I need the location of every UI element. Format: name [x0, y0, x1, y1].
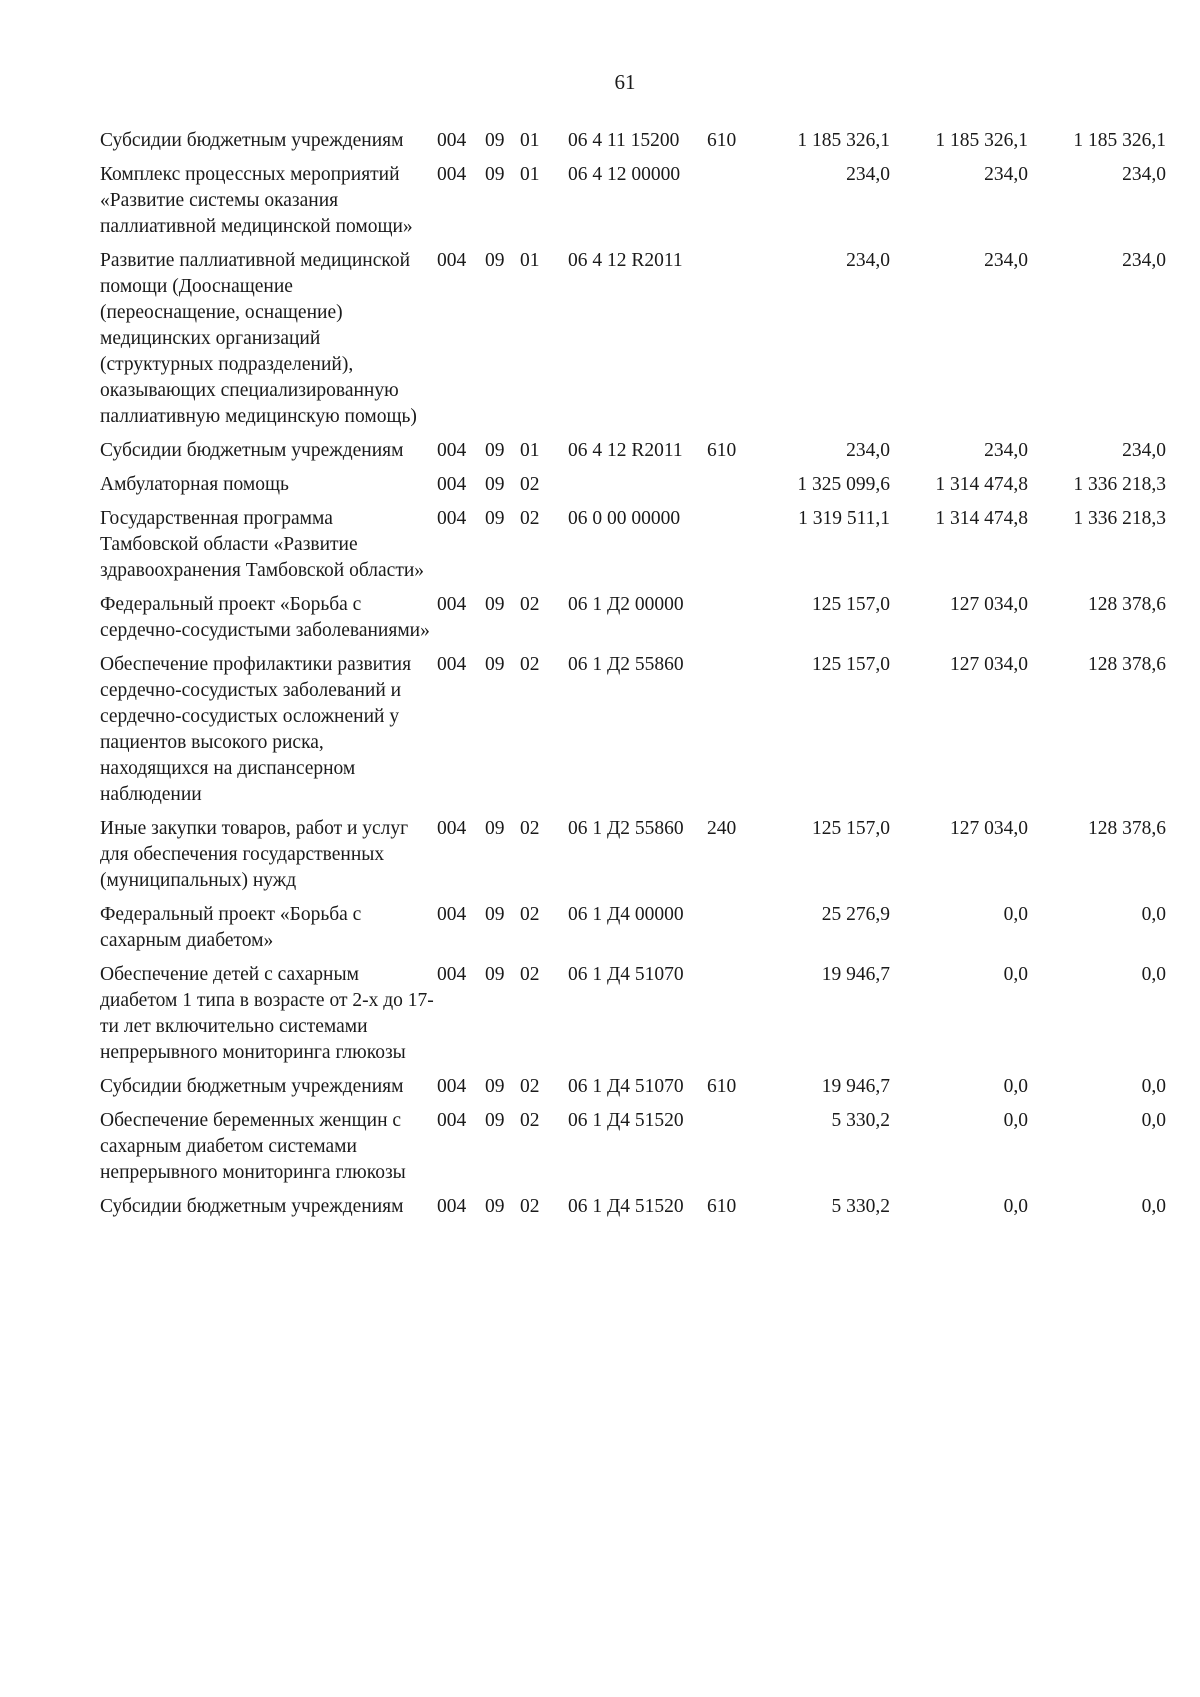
row-gov-code: 004 — [437, 654, 467, 675]
row-amount-year-2: 0,0 — [1003, 964, 1028, 985]
row-amount-year-1: 1 325 099,6 — [797, 474, 890, 495]
row-name: Федеральный проект «Борьба с сахарным диабетом» — [100, 904, 362, 951]
row-subsection-code: 02 — [520, 594, 540, 615]
row-amount-year-3: 1 336 218,3 — [1073, 474, 1166, 495]
table-row — [100, 248, 1166, 438]
table-row — [100, 506, 1166, 592]
row-amount-year-2: 0,0 — [1003, 1196, 1028, 1217]
row-amount-year-1: 5 330,2 — [831, 1110, 890, 1131]
row-target-article-code: 06 1 Д4 51070 — [568, 1076, 684, 1097]
row-amount-year-1: 234,0 — [846, 164, 890, 185]
row-name: Федеральный проект «Борьба с сердечно-сосудистыми заболеваниями» — [100, 594, 430, 641]
row-section-code: 09 — [485, 818, 505, 839]
row-amount-year-1: 125 157,0 — [812, 818, 890, 839]
row-expense-type-code — [705, 506, 745, 592]
row-gov-code: 004 — [437, 440, 467, 461]
row-amount-year-1: 5 330,2 — [831, 1196, 890, 1217]
table-row — [100, 438, 1166, 472]
table-row — [100, 652, 1166, 816]
row-amount-year-2: 234,0 — [984, 250, 1028, 271]
row-amount-year-2: 0,0 — [1003, 1076, 1028, 1097]
row-target-article-code: 06 4 12 R2011 — [568, 250, 683, 271]
row-section-code: 09 — [485, 1110, 505, 1131]
row-subsection-code: 01 — [520, 440, 540, 461]
table-row — [100, 962, 1166, 1074]
row-section-code: 09 — [485, 1076, 505, 1097]
row-section-code: 09 — [485, 164, 505, 185]
row-expense-type-code — [705, 962, 745, 1074]
page-number: 61 — [614, 70, 636, 94]
row-subsection-code: 02 — [520, 818, 540, 839]
row-expense-type-code — [705, 652, 745, 816]
row-amount-year-2: 1 314 474,8 — [935, 474, 1028, 495]
row-target-article-code: 06 1 Д2 55860 — [568, 654, 684, 675]
row-gov-code: 004 — [437, 474, 467, 495]
row-name: Амбулаторная помощь — [100, 474, 289, 495]
row-gov-code: 004 — [437, 130, 467, 151]
row-amount-year-1: 25 276,9 — [821, 904, 890, 925]
row-expense-type-code — [705, 902, 745, 962]
row-name: Обеспечение детей с сахарным диабетом 1 типа в возрасте от 2-х до 17-ти лет включительно системами непрерывного мониторинга глюкозы — [100, 964, 434, 1063]
row-section-code: 09 — [485, 250, 505, 271]
row-expense-type-code — [705, 472, 745, 506]
row-amount-year-2: 234,0 — [984, 440, 1028, 461]
row-target-article-code: 06 1 Д2 55860 — [568, 818, 684, 839]
row-name: Обеспечение беременных женщин с сахарным диабетом системами непрерывного мониторинга глюкозы — [100, 1110, 406, 1183]
row-amount-year-3: 0,0 — [1141, 1076, 1166, 1097]
row-name: Субсидии бюджетным учреждениям — [100, 130, 404, 151]
row-amount-year-1: 1 319 511,1 — [798, 508, 890, 529]
row-target-article-code: 06 1 Д4 00000 — [568, 904, 684, 925]
row-amount-year-3: 0,0 — [1141, 1196, 1166, 1217]
row-subsection-code: 02 — [520, 964, 540, 985]
row-amount-year-2: 234,0 — [984, 164, 1028, 185]
row-target-article-code: 06 0 00 00000 — [568, 508, 681, 529]
row-name: Государственная программа Тамбовской области «Развитие здравоохранения Тамбовской области» — [100, 508, 425, 581]
row-amount-year-1: 1 185 326,1 — [797, 130, 890, 151]
table-row — [100, 128, 1166, 162]
row-amount-year-3: 1 336 218,3 — [1073, 508, 1166, 529]
table-row — [100, 1108, 1166, 1194]
row-section-code: 09 — [485, 474, 505, 495]
row-subsection-code: 02 — [520, 474, 540, 495]
row-name: Субсидии бюджетным учреждениям — [100, 1076, 404, 1097]
row-amount-year-1: 19 946,7 — [821, 964, 890, 985]
row-target-article-code: 06 4 11 15200 — [568, 130, 680, 151]
row-amount-year-3: 234,0 — [1122, 440, 1166, 461]
row-section-code: 09 — [485, 904, 505, 925]
row-subsection-code: 02 — [520, 1076, 540, 1097]
row-target-article-code: 06 4 12 00000 — [568, 164, 681, 185]
row-expense-type-code: 610 — [707, 440, 737, 461]
row-target-article-code: 06 1 Д4 51520 — [568, 1196, 684, 1217]
row-subsection-code: 01 — [520, 250, 540, 271]
row-subsection-code: 02 — [520, 508, 540, 529]
row-expense-type-code — [705, 162, 745, 248]
row-name: Субсидии бюджетным учреждениям — [100, 440, 404, 461]
row-expense-type-code: 240 — [707, 818, 737, 839]
row-amount-year-3: 128 378,6 — [1088, 654, 1166, 675]
row-amount-year-3: 0,0 — [1141, 1110, 1166, 1131]
row-amount-year-3: 128 378,6 — [1088, 818, 1166, 839]
budget-table — [100, 128, 1166, 1228]
row-amount-year-2: 0,0 — [1003, 904, 1028, 925]
row-amount-year-2: 1 314 474,8 — [935, 508, 1028, 529]
row-amount-year-1: 125 157,0 — [812, 594, 890, 615]
row-amount-year-3: 0,0 — [1141, 964, 1166, 985]
table-row — [100, 902, 1166, 962]
row-gov-code: 004 — [437, 508, 467, 529]
row-subsection-code: 02 — [520, 904, 540, 925]
row-expense-type-code: 610 — [707, 1196, 737, 1217]
row-target-article-code: 06 4 12 R2011 — [568, 440, 683, 461]
row-target-article-code: 06 1 Д4 51520 — [568, 1110, 684, 1131]
row-name: Комплекс процессных мероприятий «Развитие системы оказания паллиативной медицинской помощи» — [100, 164, 413, 237]
row-amount-year-2: 0,0 — [1003, 1110, 1028, 1131]
table-row — [100, 816, 1166, 902]
row-expense-type-code — [705, 1108, 745, 1194]
row-subsection-code: 01 — [520, 164, 540, 185]
row-name: Развитие паллиативной медицинской помощи (Дооснащение (переоснащение, оснащение) медицинских организаций (структурных подразделений), оказывающих специализированную паллиативную медицинскую помощь) — [100, 250, 417, 427]
row-amount-year-3: 1 185 326,1 — [1073, 130, 1166, 151]
row-target-article-code: 06 1 Д2 00000 — [568, 594, 684, 615]
row-amount-year-3: 0,0 — [1141, 904, 1166, 925]
row-gov-code: 004 — [437, 964, 467, 985]
row-subsection-code: 02 — [520, 1110, 540, 1131]
row-name: Иные закупки товаров, работ и услуг для обеспечения государственных (муниципальных) нужд — [100, 818, 409, 891]
row-section-code: 09 — [485, 964, 505, 985]
row-section-code: 09 — [485, 508, 505, 529]
row-name: Субсидии бюджетным учреждениям — [100, 1196, 404, 1217]
row-expense-type-code — [705, 248, 745, 438]
row-amount-year-3: 234,0 — [1122, 164, 1166, 185]
row-section-code: 09 — [485, 440, 505, 461]
row-expense-type-code — [705, 592, 745, 652]
row-subsection-code: 02 — [520, 1196, 540, 1217]
row-amount-year-1: 234,0 — [846, 250, 890, 271]
row-amount-year-2: 1 185 326,1 — [935, 130, 1028, 151]
row-amount-year-2: 127 034,0 — [950, 818, 1028, 839]
row-section-code: 09 — [485, 130, 505, 151]
row-amount-year-1: 19 946,7 — [821, 1076, 890, 1097]
row-subsection-code: 02 — [520, 654, 540, 675]
row-gov-code: 004 — [437, 818, 467, 839]
row-section-code: 09 — [485, 654, 505, 675]
row-gov-code: 004 — [437, 1076, 467, 1097]
row-gov-code: 004 — [437, 1110, 467, 1131]
row-gov-code: 004 — [437, 594, 467, 615]
row-section-code: 09 — [485, 594, 505, 615]
row-expense-type-code: 610 — [707, 1076, 737, 1097]
row-section-code: 09 — [485, 1196, 505, 1217]
row-subsection-code: 01 — [520, 130, 540, 151]
row-amount-year-2: 127 034,0 — [950, 594, 1028, 615]
table-row — [100, 1194, 1166, 1228]
row-target-article-code — [560, 472, 705, 506]
row-name: Обеспечение профилактики развития сердечно-сосудистых заболеваний и сердечно-сосудистых осложнений у пациентов высокого риска, находящихся на диспансерном наблюдении — [100, 654, 412, 805]
table-row — [100, 1074, 1166, 1108]
row-gov-code: 004 — [437, 904, 467, 925]
row-amount-year-2: 127 034,0 — [950, 654, 1028, 675]
table-row — [100, 592, 1166, 652]
row-expense-type-code: 610 — [707, 130, 737, 151]
row-target-article-code: 06 1 Д4 51070 — [568, 964, 684, 985]
table-row — [100, 162, 1166, 248]
table-row — [100, 472, 1166, 506]
row-amount-year-3: 128 378,6 — [1088, 594, 1166, 615]
row-gov-code: 004 — [437, 250, 467, 271]
row-amount-year-3: 234,0 — [1122, 250, 1166, 271]
row-amount-year-1: 234,0 — [846, 440, 890, 461]
row-amount-year-1: 125 157,0 — [812, 654, 890, 675]
row-gov-code: 004 — [437, 1196, 467, 1217]
row-gov-code: 004 — [437, 164, 467, 185]
